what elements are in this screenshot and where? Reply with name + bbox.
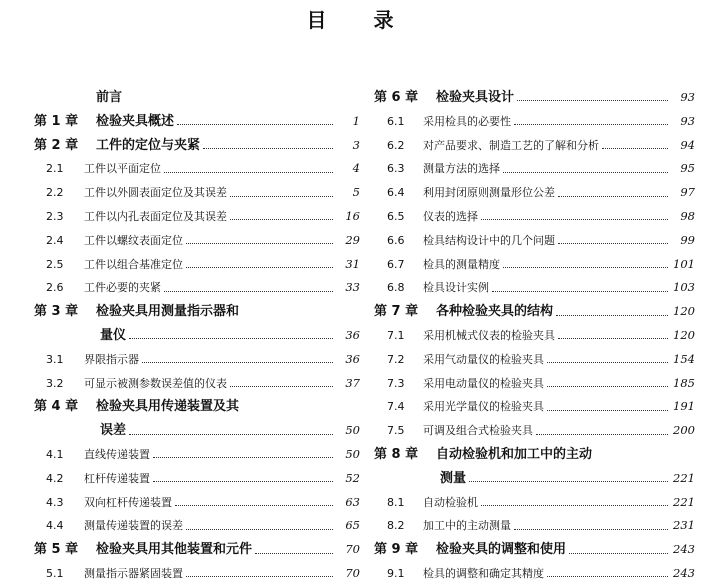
- toc-section-entry: [374, 181, 695, 205]
- page-number: 120: [673, 327, 695, 342]
- entry-title: 采用电动量仪的检验夹具: [423, 376, 544, 390]
- toc-section-entry: [34, 443, 360, 467]
- section-number: 3.2: [46, 376, 64, 390]
- entry-title: 检验夹具的调整和使用: [436, 542, 567, 558]
- toc-section-entry: [34, 229, 360, 253]
- page-number: 185: [673, 375, 695, 390]
- dot-leader: [481, 219, 668, 220]
- toc-right-column: [374, 86, 695, 586]
- toc-chapter-entry: [34, 300, 360, 324]
- toc-section-entry: [374, 372, 695, 396]
- page-number: 103: [673, 280, 695, 295]
- toc-section-entry: [374, 229, 695, 253]
- page-number: 99: [680, 232, 695, 247]
- chapter-number: 第 3 章: [34, 304, 79, 320]
- page-number: 52: [345, 470, 360, 485]
- entry-title: 检具结构设计中的几个问题: [423, 233, 555, 247]
- toc-left-column: [34, 86, 360, 586]
- dot-leader: [558, 243, 668, 244]
- page-number: 243: [673, 565, 695, 580]
- entry-title: 测量传递装置的误差: [84, 519, 183, 533]
- section-number: 4.2: [46, 471, 64, 485]
- page-number: 31: [345, 256, 360, 271]
- dot-leader: [230, 386, 333, 387]
- chapter-number: 第 2 章: [34, 137, 79, 153]
- section-number: 8.2: [387, 519, 405, 533]
- chapter-number: 第 6 章: [374, 90, 419, 105]
- chapter-number: 第 9 章: [374, 542, 419, 558]
- toc-chapter-entry: [34, 419, 360, 443]
- page-number: 3: [352, 137, 360, 152]
- dot-leader: [230, 196, 333, 197]
- dot-leader: [186, 267, 333, 268]
- section-number: 6.6: [387, 233, 405, 247]
- dot-leader: [186, 529, 333, 530]
- page-number: 94: [680, 137, 695, 152]
- chapter-number: 第 4 章: [34, 399, 79, 415]
- page-number: 33: [345, 280, 360, 295]
- toc-section-entry: [34, 467, 360, 491]
- toc-section-entry: [34, 253, 360, 277]
- page-number: 231: [673, 518, 695, 533]
- entry-title: 可调及组合式检验夹具: [423, 424, 533, 438]
- entry-title: 采用机械式仪表的检验夹具: [423, 328, 555, 342]
- toc-section-entry: [34, 157, 360, 181]
- page-number: 16: [345, 208, 360, 223]
- chapter-number: 第 7 章: [374, 304, 419, 320]
- chapter-number: 第 1 章: [34, 113, 79, 129]
- dot-leader: [517, 100, 668, 101]
- section-number: 6.3: [387, 162, 405, 176]
- toc-section-entry: [374, 419, 695, 443]
- dot-leader: [177, 124, 333, 125]
- toc-section-entry: [374, 324, 695, 348]
- section-number: 6.5: [387, 209, 405, 223]
- entry-title: 可显示被测参数误差值的仪表: [84, 376, 227, 390]
- section-number: 4.1: [46, 447, 64, 461]
- toc-section-entry: [374, 134, 695, 158]
- page-number: 5: [352, 185, 360, 200]
- entry-title: 检验夹具概述: [96, 113, 175, 129]
- dot-leader: [514, 529, 668, 530]
- entry-title: 检验夹具用测量指示器和: [96, 304, 240, 320]
- entry-title: 对产品要求、制造工艺的了解和分析: [423, 138, 599, 152]
- section-number: 2.1: [46, 162, 64, 176]
- dot-leader: [186, 576, 333, 577]
- title-char-1: 目: [306, 8, 328, 32]
- toc-section-entry: [374, 110, 695, 134]
- dot-leader: [602, 148, 668, 149]
- entry-title: 测量指示器紧固装置: [84, 566, 183, 580]
- section-number: 4.3: [46, 495, 64, 509]
- entry-title: 工件的定位与夹紧: [96, 137, 201, 153]
- toc-chapter-entry: [34, 538, 360, 562]
- toc-chapter-entry: [34, 110, 360, 134]
- toc-chapter-entry: [34, 134, 360, 158]
- section-number: 7.1: [387, 328, 405, 342]
- dot-leader: [230, 219, 333, 220]
- toc-chapter-entry: [374, 467, 695, 491]
- toc-section-entry: [374, 205, 695, 229]
- dot-leader: [503, 267, 668, 268]
- page-number: 4: [352, 161, 360, 176]
- page-number: 29: [345, 232, 360, 247]
- section-number: 4.4: [46, 519, 64, 533]
- page-number: 191: [673, 399, 695, 414]
- entry-title: 采用检具的必要性: [423, 114, 511, 128]
- toc-chapter-entry: [34, 324, 360, 348]
- toc-section-entry: [374, 348, 695, 372]
- dot-leader: [547, 362, 668, 363]
- entry-title: 工件必要的夹紧: [84, 281, 161, 295]
- toc-section-entry: [34, 562, 360, 586]
- dot-leader: [547, 410, 668, 411]
- page-number: 70: [345, 565, 360, 580]
- section-number: 5.1: [46, 566, 64, 580]
- section-number: 8.1: [387, 495, 405, 509]
- toc-section-entry: [34, 205, 360, 229]
- dot-leader: [547, 576, 668, 577]
- section-number: 6.4: [387, 186, 405, 200]
- section-number: 2.4: [46, 233, 64, 247]
- dot-leader: [558, 338, 668, 339]
- toc-chapter-entry: [374, 86, 695, 110]
- page-number: 120: [673, 304, 695, 319]
- chapter-number: 第 8 章: [374, 446, 419, 462]
- page-number: 50: [345, 446, 360, 461]
- section-number: 7.4: [387, 400, 405, 414]
- entry-title: 采用光学量仪的检验夹具: [423, 400, 544, 414]
- toc-section-entry: [34, 181, 360, 205]
- dot-leader: [569, 553, 668, 554]
- entry-title: 工件以螺纹表面定位: [84, 233, 183, 247]
- dot-leader: [153, 481, 333, 482]
- page-number: 221: [673, 470, 695, 485]
- page-number: 50: [345, 423, 360, 438]
- dot-leader: [186, 243, 333, 244]
- section-number: 6.2: [387, 138, 405, 152]
- entry-title: 自动检验机和加工中的主动: [436, 446, 593, 462]
- entry-title: 检验夹具用传递装置及其: [96, 399, 240, 415]
- page-number: 63: [345, 494, 360, 509]
- page-title: [0, 4, 701, 32]
- entry-title: 加工中的主动测量: [423, 519, 511, 533]
- toc-chapter-entry: [34, 395, 360, 419]
- dot-leader: [153, 457, 333, 458]
- toc-section-entry: [374, 157, 695, 181]
- page-number: 93: [680, 113, 695, 128]
- entry-title: 检具的调整和确定其精度: [423, 566, 544, 580]
- dot-leader: [558, 196, 668, 197]
- page-number: 36: [345, 351, 360, 366]
- entry-title: 误差: [100, 423, 127, 439]
- page-number: 200: [673, 423, 695, 438]
- section-number: 6.1: [387, 114, 405, 128]
- page-number: 70: [345, 542, 360, 557]
- entry-title: 量仪: [100, 327, 127, 343]
- toc-chapter-entry: [374, 443, 695, 467]
- section-number: 7.2: [387, 352, 405, 366]
- page-number: 95: [680, 161, 695, 176]
- page-number: 221: [673, 494, 695, 509]
- entry-title: 采用气动量仪的检验夹具: [423, 352, 544, 366]
- page-number: 93: [680, 90, 695, 104]
- dot-leader: [481, 505, 668, 506]
- page-number: 36: [345, 327, 360, 342]
- entry-title: 测量: [440, 470, 467, 486]
- page-number: 101: [673, 256, 695, 271]
- page-number: 154: [673, 351, 695, 366]
- entry-title: 各种检验夹具的结构: [436, 304, 554, 320]
- entry-title: 工件以平面定位: [84, 162, 161, 176]
- page-number: 1: [352, 113, 360, 128]
- toc-section-entry: [34, 491, 360, 515]
- toc-section-entry: [374, 491, 695, 515]
- entry-title: 工件以内孔表面定位及其误差: [84, 209, 227, 223]
- toc-section-entry: [374, 276, 695, 300]
- entry-title: 界限指示器: [84, 352, 139, 366]
- dot-leader: [129, 434, 333, 435]
- title-char-2: 录: [373, 8, 395, 32]
- entry-title: 杠杆传递装置: [84, 471, 150, 485]
- chapter-number: 第 5 章: [34, 542, 79, 558]
- entry-title: 前言: [96, 90, 123, 105]
- entry-title: 自动检验机: [423, 495, 478, 509]
- entry-title: 检具设计实例: [423, 281, 489, 295]
- section-number: 6.8: [387, 281, 405, 295]
- dot-leader: [175, 505, 333, 506]
- toc-section-entry: [34, 514, 360, 538]
- entry-title: 利用封闭原则测量形位公差: [423, 186, 555, 200]
- section-number: 7.3: [387, 376, 405, 390]
- entry-title: 仪表的选择: [423, 209, 478, 223]
- dot-leader: [492, 291, 668, 292]
- entry-title: 检验夹具设计: [436, 90, 515, 105]
- toc-chapter-entry: [374, 538, 695, 562]
- entry-title: 工件以组合基准定位: [84, 257, 183, 271]
- dot-leader: [556, 315, 668, 316]
- dot-leader: [469, 481, 668, 482]
- section-number: 2.3: [46, 209, 64, 223]
- entry-title: 直线传递装置: [84, 447, 150, 461]
- entry-title: 检验夹具用其他装置和元件: [96, 542, 253, 558]
- entry-title: 工件以外圆表面定位及其误差: [84, 186, 227, 200]
- section-number: 3.1: [46, 352, 64, 366]
- dot-leader: [203, 148, 333, 149]
- dot-leader: [514, 124, 668, 125]
- dot-leader: [164, 291, 333, 292]
- page-number: 243: [673, 542, 695, 557]
- toc-section-entry: [374, 562, 695, 586]
- section-number: 2.5: [46, 257, 64, 271]
- dot-leader: [142, 362, 333, 363]
- dot-leader: [503, 172, 668, 173]
- section-number: 7.5: [387, 424, 405, 438]
- page-number: 97: [680, 185, 695, 200]
- toc-section-entry: [374, 514, 695, 538]
- dot-leader: [129, 338, 333, 339]
- dot-leader: [255, 553, 333, 554]
- entry-title: 测量方法的选择: [423, 162, 500, 176]
- entry-title: 检具的测量精度: [423, 257, 500, 271]
- dot-leader: [164, 172, 333, 173]
- page-number: 98: [680, 208, 695, 223]
- section-number: 9.1: [387, 566, 405, 580]
- toc-chapter-entry: [374, 300, 695, 324]
- toc-section-entry: [374, 395, 695, 419]
- toc-section-entry: [34, 348, 360, 372]
- entry-title: 双向杠杆传递装置: [84, 495, 172, 509]
- dot-leader: [547, 386, 668, 387]
- toc-section-entry: [374, 253, 695, 277]
- section-number: 6.7: [387, 257, 405, 271]
- section-number: 2.2: [46, 186, 64, 200]
- section-number: 2.6: [46, 281, 64, 295]
- toc-section-entry: [34, 276, 360, 300]
- page-number: 65: [345, 518, 360, 533]
- toc-chapter-entry: [34, 86, 360, 110]
- toc-section-entry: [34, 372, 360, 396]
- dot-leader: [536, 434, 668, 435]
- page-number: 37: [345, 375, 360, 390]
